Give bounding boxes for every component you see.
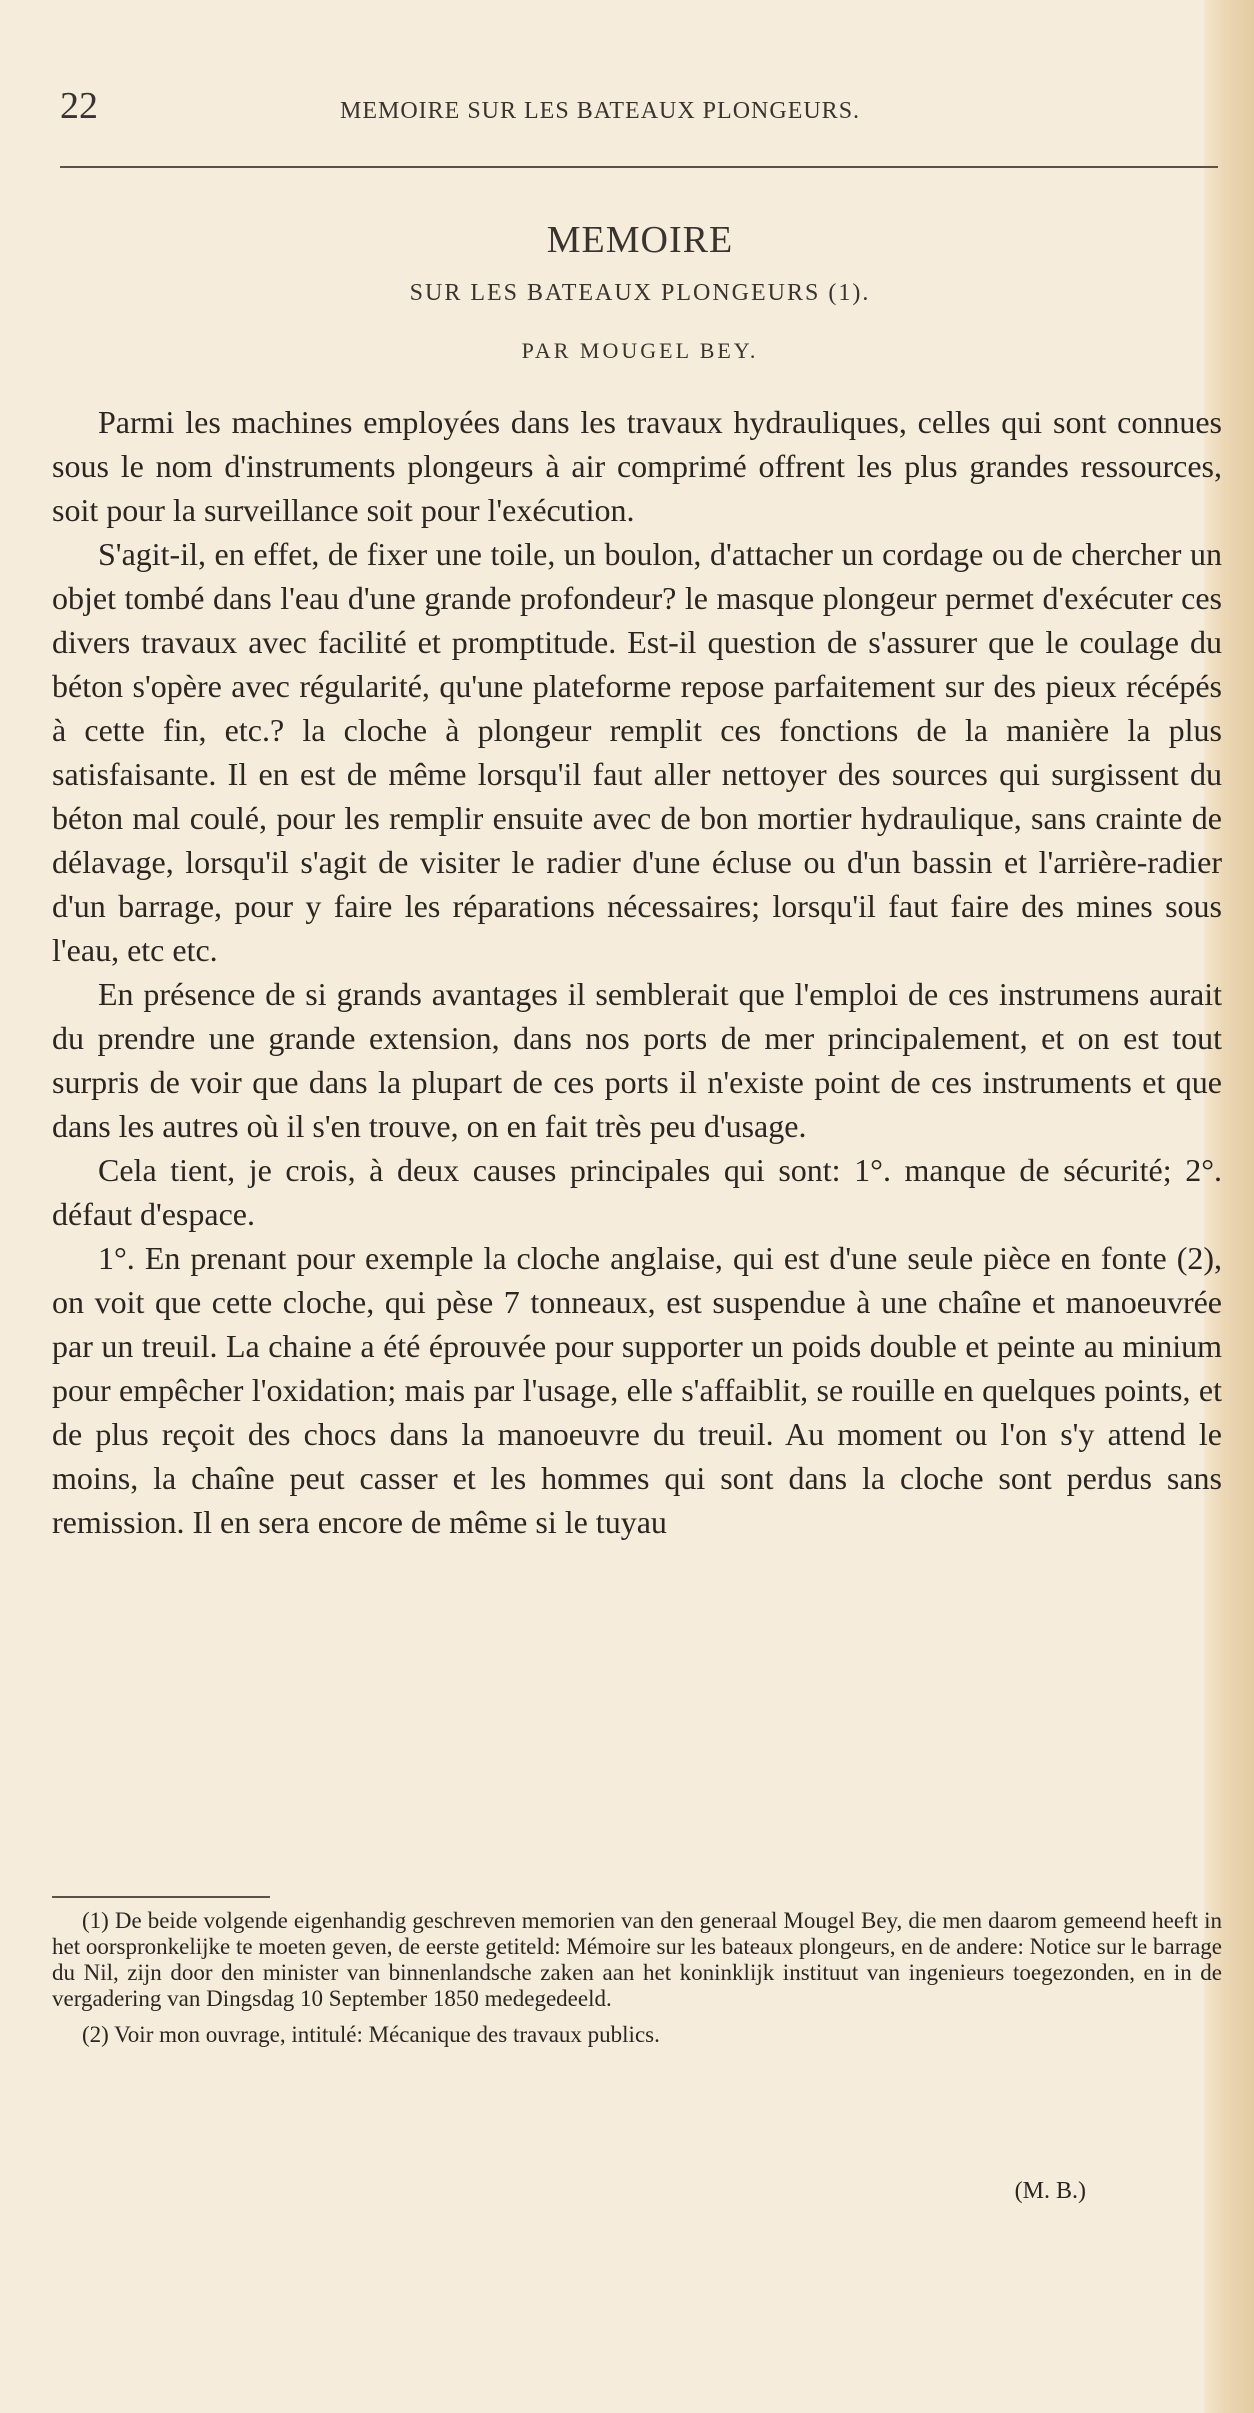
- page-number: 22: [60, 85, 98, 127]
- signature: (M. B.): [1014, 2178, 1086, 2204]
- paragraph: S'agit-il, en effet, de fixer une toile, un boulon, d'attacher un cordage ou de chercher un objet tombé dans l'eau d'une grande profondeur? le masque plongeur permet d'exécuter ces divers travaux avec facilité et promptitude. Est-il question de s'assurer que le coulage du béton s'opère avec régularité, qu'une plateforme repose parfaitement sur des pieux récépés à cette fin, etc.? la cloche à plongeur remplit ces fonctions de la manière la plus satisfaisante. Il en est de même lorsqu'il faut aller nettoyer des sources qui surgissent du béton mal coulé, pour les remplir ensuite avec de bon mortier hydraulique, sans crainte de délavage, lorsqu'il s'agit de visiter le radier d'une écluse ou d'un bassin et l'arrière-radier d'un barrage, pour y faire les réparations nécessaires; lorsqu'il faut faire des mines sous l'eau, etc etc.: [52, 536, 1222, 968]
- page-header: [60, 84, 1220, 134]
- article-subtitle: SUR LES BATEAUX PLONGEURS (1).: [409, 280, 871, 306]
- footnotes: [52, 1908, 1222, 2048]
- paragraph: 1°. En prenant pour exemple la cloche anglaise, qui est d'une seule pièce en fonte (2), on voit que cette cloche, qui pèse 7 tonneaux, est suspendue à une chaîne et manoeuvrée par un treuil. La chaine a été éprouvée pour supporter un poids double et peinte au minium pour empêcher l'oxidation; mais par l'usage, elle s'affaiblit, se rouille en quelques points, et de plus reçoit des chocs dans la manoeuvre du treuil. Au moment ou l'on s'y attend le moins, la chaîne peut casser et les hommes qui sont dans la cloche sont perdus sans remission. Il en sera encore de même si le tuyau: [52, 1240, 1222, 1540]
- running-title: MEMOIRE SUR LES BATEAUX PLONGEURS.: [340, 98, 861, 124]
- paragraph: Parmi les machines employées dans les travaux hydrauliques, celles qui sont connues sous le nom d'instruments plongeurs à air comprimé offrent les plus grandes ressources, soit pour la surveillance soit pour l'exécution.: [52, 404, 1222, 528]
- article-title: MEMOIRE: [546, 219, 734, 261]
- footnote-rule: [52, 1896, 270, 1898]
- body-text: [52, 400, 1222, 1544]
- paragraph: En présence de si grands avantages il semblerait que l'emploi de ces instrumens aurait du prendre une grande extension, dans nos ports de mer principalement, et on est tout surpris de voir que dans la plupart de ces ports il n'existe point de ces instruments et que dans les autres où il s'en trouve, on en fait très peu d'usage.: [52, 976, 1222, 1144]
- footnote-1: (1) De beide volgende eigenhandig geschreven memorien van den generaal Mougel Bey, die men daarom gemeend heeft in het oorspronkelijke te moeten geven, de eerste getiteld: Mémoire sur les bateaux plongeurs, en de andere: Notice sur le barrage du Nil, zijn door den minister van binnenlandsche zaken aan het koninklijk instituut van ingenieurs toegezonden, en in de vergadering van Dingsdag 10 September 1850 medegedeeld.: [52, 1908, 1222, 2011]
- footnote-2: (2) Voir mon ouvrage, intitulé: Mécanique des travaux publics.: [82, 2022, 660, 2047]
- article-author: PAR MOUGEL BEY.: [521, 338, 759, 363]
- paragraph: Cela tient, je crois, à deux causes principales qui sont: 1°. manque de sécurité; 2°. défaut d'espace.: [52, 1152, 1222, 1232]
- header-rule: [60, 166, 1218, 168]
